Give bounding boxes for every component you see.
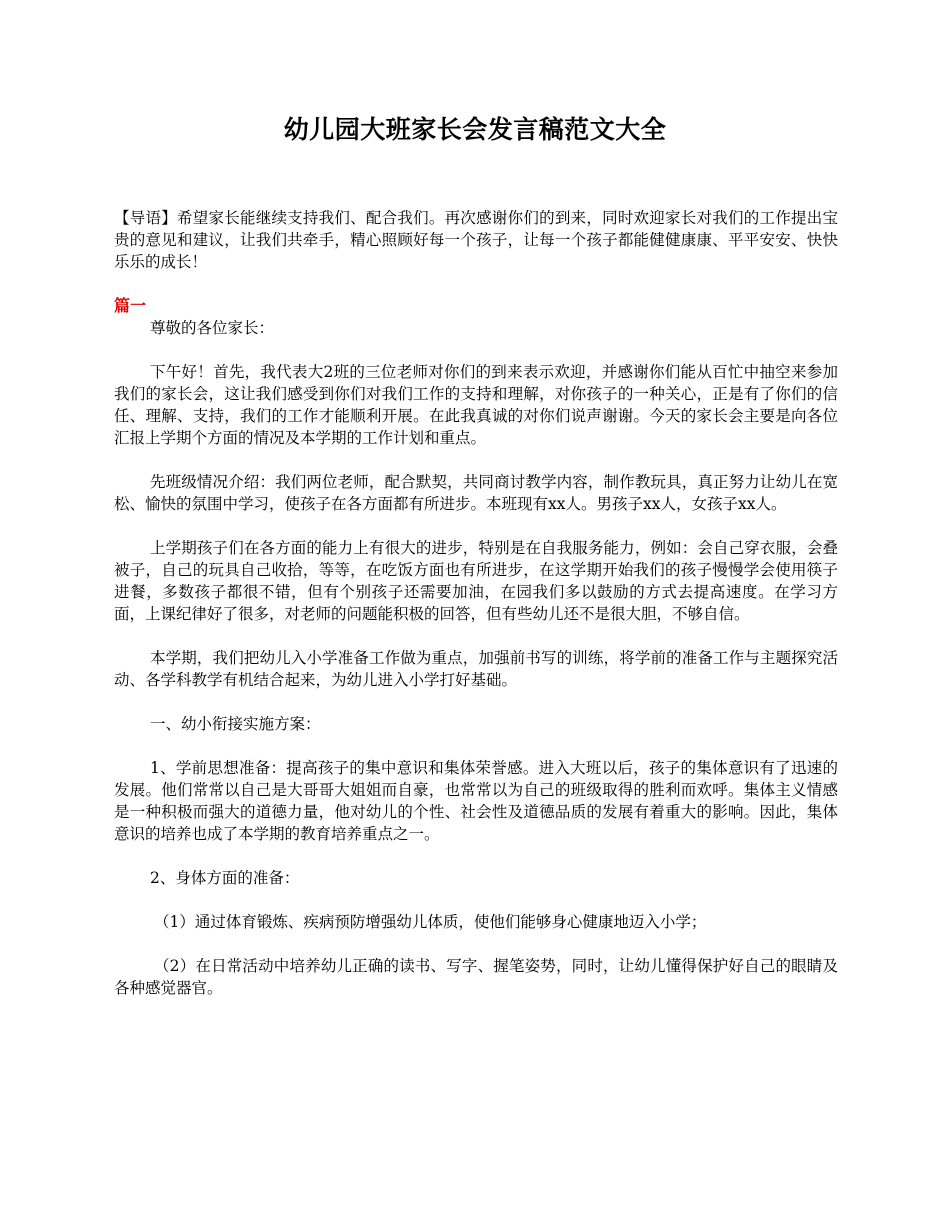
greeting-line: 尊敬的各位家长：	[150, 319, 275, 337]
list-item: （2）在日常活动中培养幼儿正确的读书、写字、握笔姿势，同时，让幼儿懂得保护好自己的眼睛及各种感觉器官。	[114, 957, 838, 997]
document-body	[114, 207, 838, 1021]
list-heading: 一、幼小衔接实施方案：	[150, 715, 321, 733]
list-item: （1）通过体育锻炼、疾病预防增强幼儿体质，使他们能够身心健康地迈入小学；	[154, 913, 707, 931]
body-paragraph: 下午好！首先，我代表大2班的三位老师对你们的到来表示欢迎，并感谢你们能从百忙中抽空来参加我们的家长会，这让我们感受到你们对我们工作的支持和理解，对你孩子的一种关心，正是有了你们的信任、理解、支持，我们的工作才能顺利开展。在此我真诚的对你们说声谢谢。今天的家长会主要是向各位汇报上学期个方面的情况及本学期的工作计划和重点。	[114, 363, 838, 447]
list-heading: 2、身体方面的准备：	[150, 869, 300, 887]
body-paragraph: 先班级情况介绍：我们两位老师，配合默契，共同商讨教学内容，制作教玩具，真正努力让幼儿在宽松、愉快的氛围中学习，使孩子在各方面都有所进步。本班现有xx人。男孩子xx人，女孩子xx人。	[114, 473, 838, 513]
body-paragraph: 上学期孩子们在各方面的能力上有很大的进步，特别是在自我服务能力，例如：会自己穿衣服，会叠被子，自己的玩具自己收拾，等等，在吃饭方面也有所进步，在这学期开始我们的孩子慢慢学会使用筷子进餐，多数孩子都很不错，但有个别孩子还需要加油，在园我们多以鼓励的方式去提高速度。在学习方面，上课纪律好了很多，对老师的问题能积极的回答，但有些幼儿还不是很大胆，不够自信。	[114, 539, 838, 623]
body-paragraph: 本学期，我们把幼儿入小学准备工作做为重点，加强前书写的训练，将学前的准备工作与主题探究活动、各学科教学有机结合起来，为幼儿进入小学打好基础。	[114, 649, 838, 689]
document-title: 幼儿园大班家长会发言稿范文大全	[283, 115, 667, 144]
intro-paragraph: 【导语】希望家长能继续支持我们、配合我们。再次感谢你们的到来，同时欢迎家长对我们的工作提出宝贵的意见和建议，让我们共牵手，精心照顾好每一个孩子，让每一个孩子都能健健康康、平平安安、快快乐乐的成长！	[114, 209, 838, 271]
section-heading: 篇一	[114, 296, 147, 315]
body-paragraph: 1、学前思想准备：提高孩子的集中意识和集体荣誉感。进入大班以后，孩子的集体意识有了迅速的发展。他们常常以自己是大哥哥大姐姐而自豪，也常常以为自己的班级取得的胜利而欢呼。集体主义情感是一种积极而强大的道德力量，他对幼儿的个性、社会性及道德品质的发展有着重大的影响。因此，集体意识的培养也成了本学期的教育培养重点之一。	[114, 759, 838, 843]
